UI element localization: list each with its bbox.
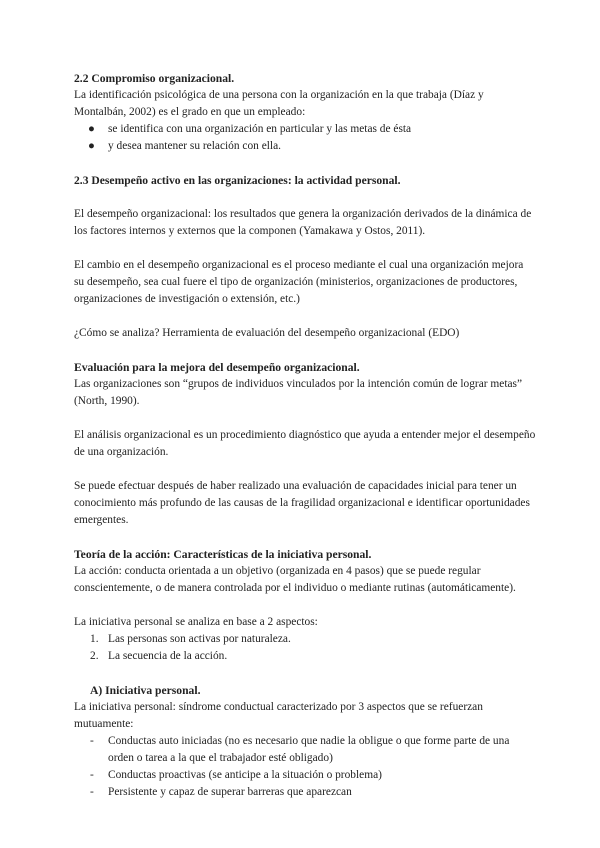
paragraph-analisis: El análisis organizacional es un procedimiento diagnóstico que ayuda a entender mejor el desempeño de una organización. xyxy=(74,429,536,458)
list-item-text: Persistente y capaz de superar barreras que aparezcan xyxy=(108,786,352,798)
paragraph-compromiso: La identificación psicológica de una persona con la organización en la que trabaja (Díaz y Montalbán, 2002) es el grado en que un empleado: xyxy=(74,89,484,118)
section-heading-2-3: 2.3 Desempeño activo en las organizaciones: la actividad personal. xyxy=(74,174,401,187)
section-heading-teoria: Teoría de la acción: Características de la iniciativa personal. xyxy=(74,548,372,561)
dash-marker: - xyxy=(90,769,94,781)
list-item-text: Conductas auto iniciadas (no es necesario que nadie la obligue o que forme parte de una orden o tarea a la que el trabajador esté obligado) xyxy=(108,735,510,764)
list-item xyxy=(74,733,536,767)
list-item xyxy=(74,648,536,665)
list-item xyxy=(74,767,536,784)
dash-marker: - xyxy=(90,786,94,798)
list-item-text: y desea mantener su relación con ella. xyxy=(108,140,281,152)
list-item-text: Las personas son activas por naturaleza. xyxy=(108,633,291,645)
bullet-list xyxy=(74,121,536,155)
dash-list xyxy=(74,733,536,801)
list-item xyxy=(74,138,536,155)
list-item-text: se identifica con una organización en particular y las metas de ésta xyxy=(108,123,412,135)
paragraph-desempeno: El desempeño organizacional: los resultados que genera la organización derivados de la dinámica de los factores internos y externos que la componen (Yamakawa y Ostos, 2011). xyxy=(74,208,532,237)
paragraph-organizaciones: Las organizaciones son “grupos de individuos vinculados por la intención común de lograr metas” (North, 1990). xyxy=(74,378,523,407)
section-heading-2-2: 2.2 Compromiso organizacional. xyxy=(74,72,235,85)
list-number: 1. xyxy=(90,633,99,645)
paragraph-cambio: El cambio en el desempeño organizacional es el proceso mediante el cual una organización mejora su desempeño, sea cual fuere el tipo de organización (ministerios, organizaciones de productores, organizaciones de investigación o extensión, etc.) xyxy=(74,259,524,305)
paragraph-efectuar: Se puede efectuar después de haber realizado una evaluación de capacidades inicial para tener un conocimiento más profundo de las causas de la fragilidad organizacional e identificar oportunidades emergentes. xyxy=(74,480,530,526)
paragraph-accion: La acción: conducta orientada a un objetivo (organizada en 4 pasos) que se puede regular conscientemente, o de manera controlada por el individuo o mediante rutinas (automáticamente). xyxy=(74,565,516,594)
list-item xyxy=(74,784,536,801)
list-item-text: Conductas proactivas (se anticipe a la situación o problema) xyxy=(108,769,382,781)
list-item xyxy=(74,121,536,138)
list-item xyxy=(74,631,536,648)
bullet-marker: ● xyxy=(88,140,95,152)
numbered-list xyxy=(74,631,536,665)
list-number: 2. xyxy=(90,650,99,662)
document-page xyxy=(74,70,536,801)
subsection-heading-iniciativa: A) Iniciativa personal. xyxy=(90,684,201,697)
paragraph-como-se-analiza: ¿Cómo se analiza? Herramienta de evaluación del desempeño organizacional (EDO) xyxy=(74,327,460,339)
paragraph-aspectos: La iniciativa personal se analiza en base a 2 aspectos: xyxy=(74,616,318,628)
list-item-text: La secuencia de la acción. xyxy=(108,650,228,662)
bullet-marker: ● xyxy=(88,123,95,135)
section-heading-evaluacion: Evaluación para la mejora del desempeño organizacional. xyxy=(74,361,360,374)
dash-marker: - xyxy=(90,735,94,747)
paragraph-iniciativa: La iniciativa personal: síndrome conductual caracterizado por 3 aspectos que se refuerzan mutuamente: xyxy=(74,701,483,730)
